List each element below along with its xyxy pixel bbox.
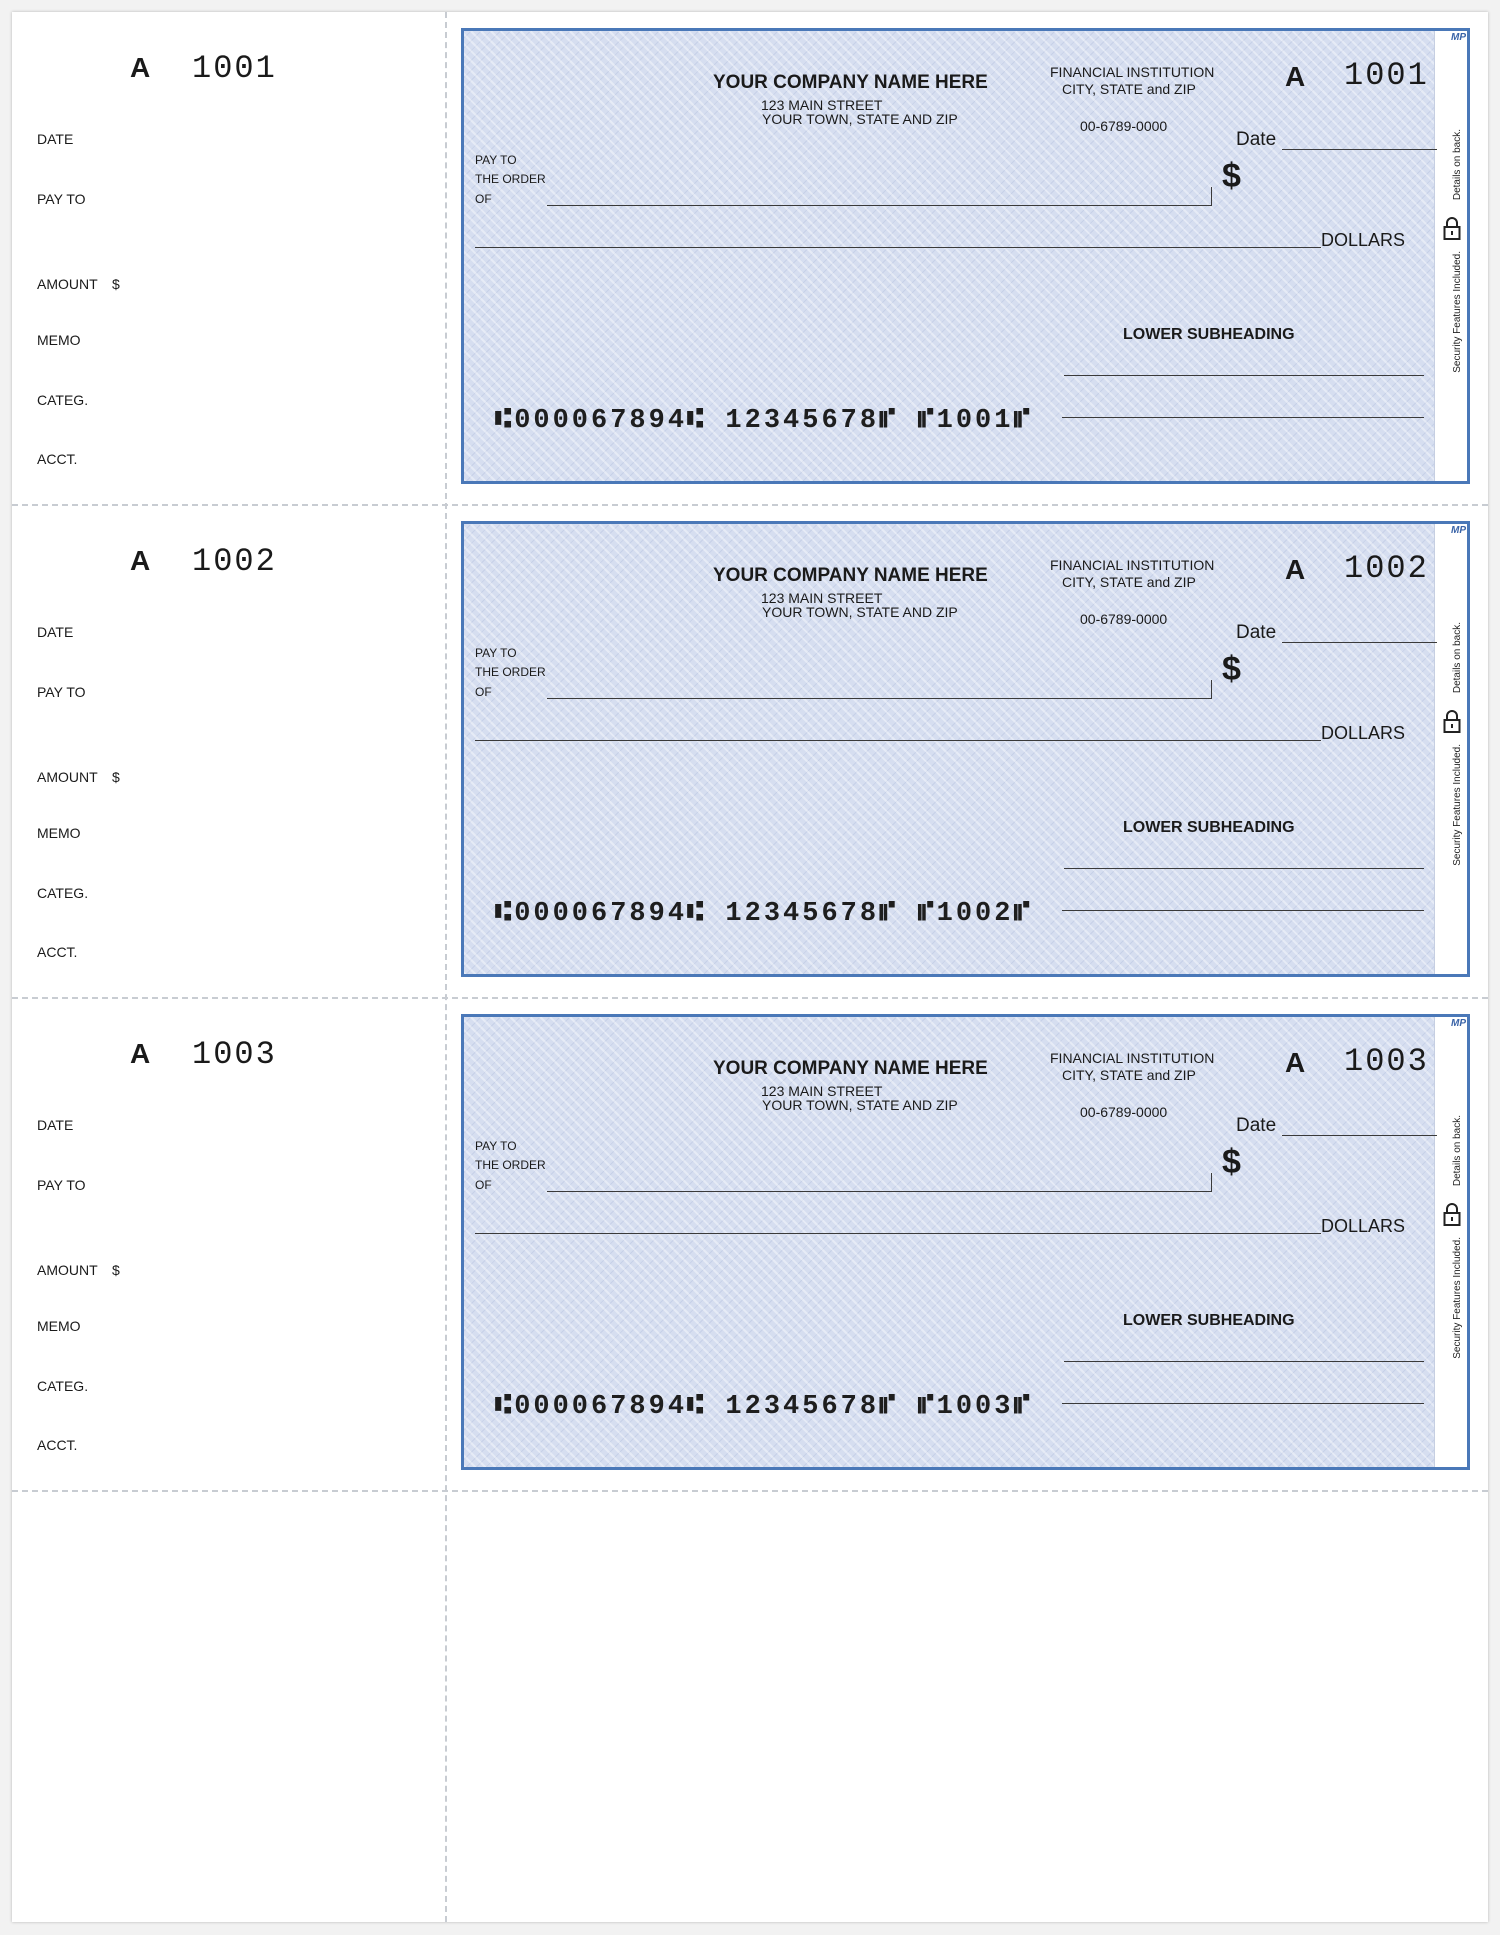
stub-acct-label: ACCT. <box>37 1437 78 1453</box>
payee-line <box>547 698 1212 699</box>
institution-name: FINANCIAL INSTITUTION <box>1050 1050 1215 1066</box>
stub-date-label: DATE <box>37 131 74 147</box>
lock-icon <box>1443 1203 1461 1232</box>
payto-label-1: PAY TO <box>475 1139 517 1153</box>
company-name: YOUR COMPANY NAME HERE <box>713 565 988 586</box>
payto-label-2: THE ORDER <box>475 665 546 679</box>
stub-dollar-sign: $ <box>112 769 120 785</box>
security-band <box>1434 1017 1467 1467</box>
date-label: Date <box>1236 129 1277 150</box>
security-band <box>1434 524 1467 974</box>
lock-icon <box>1443 217 1461 246</box>
lock-icon <box>1443 710 1461 739</box>
company-address: 123 MAIN STREET <box>761 590 883 606</box>
check-set-3 <box>12 998 1488 1491</box>
company-name: YOUR COMPANY NAME HERE <box>713 1058 988 1079</box>
micr-line: ⑆000067894⑆ 12345678⑈ ⑈1001⑈ <box>495 406 1033 436</box>
lower-subheading: LOWER SUBHEADING <box>1123 1312 1295 1329</box>
check-series: A <box>1285 554 1306 585</box>
payto-label-1: PAY TO <box>475 646 517 660</box>
company-town: YOUR TOWN, STATE AND ZIP <box>762 604 958 620</box>
details-note: Details on back. <box>1452 622 1463 694</box>
check <box>461 28 1470 484</box>
check-number: 1003 <box>1344 1043 1429 1080</box>
lower-subheading: LOWER SUBHEADING <box>1123 819 1295 836</box>
company-address: 123 MAIN STREET <box>761 97 883 113</box>
signature-line-2 <box>1062 1403 1424 1404</box>
stub-acct-label: ACCT. <box>37 451 78 467</box>
security-note: Security Features Included. <box>1452 1237 1463 1359</box>
payee-line-end <box>1211 680 1212 698</box>
security-band <box>1434 31 1467 481</box>
company-town: YOUR TOWN, STATE AND ZIP <box>762 111 958 127</box>
signature-line-1 <box>1064 868 1424 869</box>
amount-words-line <box>475 1233 1321 1234</box>
dollar-sign: $ <box>1222 650 1241 688</box>
check-series: A <box>1285 1047 1306 1078</box>
date-label: Date <box>1236 622 1277 643</box>
security-note: Security Features Included. <box>1452 251 1463 373</box>
stub-acct-label: ACCT. <box>37 944 78 960</box>
check-set-2 <box>12 505 1488 998</box>
amount-words-line <box>475 247 1321 248</box>
date-line <box>1282 1135 1437 1136</box>
payto-label-2: THE ORDER <box>475 172 546 186</box>
stub-date-label: DATE <box>37 1117 74 1133</box>
stub-payto-label: PAY TO <box>37 684 86 700</box>
stub-dollar-sign: $ <box>112 1262 120 1278</box>
security-note: Security Features Included. <box>1452 744 1463 866</box>
stub-categ-label: CATEG. <box>37 1378 89 1394</box>
check <box>461 521 1470 977</box>
signature-line-2 <box>1062 417 1424 418</box>
check-number: 1001 <box>1344 57 1429 94</box>
dollars-label: DOLLARS <box>1321 230 1406 250</box>
micr-line: ⑆000067894⑆ 12345678⑈ ⑈1002⑈ <box>495 899 1033 929</box>
date-label: Date <box>1236 1115 1277 1136</box>
routing-fraction: 00-6789-0000 <box>1080 118 1168 134</box>
check-number: 1002 <box>1344 550 1429 587</box>
payto-label-3: OF <box>475 685 492 699</box>
lower-subheading: LOWER SUBHEADING <box>1123 326 1295 343</box>
check-series: A <box>1285 61 1306 92</box>
payto-label-1: PAY TO <box>475 153 517 167</box>
payee-line <box>547 1191 1212 1192</box>
signature-line-1 <box>1064 375 1424 376</box>
date-line <box>1282 642 1437 643</box>
mp-logo-icon: MP <box>1451 32 1466 43</box>
signature-line-1 <box>1064 1361 1424 1362</box>
stub-dollar-sign: $ <box>112 276 120 292</box>
company-address: 123 MAIN STREET <box>761 1083 883 1099</box>
payto-label-3: OF <box>475 192 492 206</box>
stub-memo-label: MEMO <box>37 332 81 348</box>
dollars-label: DOLLARS <box>1321 723 1406 743</box>
institution-name: FINANCIAL INSTITUTION <box>1050 64 1215 80</box>
stub-payto-label: PAY TO <box>37 191 86 207</box>
stub-amount-label: AMOUNT <box>37 276 98 292</box>
amount-words-line <box>475 740 1321 741</box>
stub-date-label: DATE <box>37 624 74 640</box>
routing-fraction: 00-6789-0000 <box>1080 611 1168 627</box>
stub-categ-label: CATEG. <box>37 885 89 901</box>
stub-series: A <box>130 52 151 83</box>
payee-line-end <box>1211 1173 1212 1191</box>
institution-city: CITY, STATE and ZIP <box>1062 574 1196 590</box>
mp-logo-icon: MP <box>1451 525 1466 536</box>
routing-fraction: 00-6789-0000 <box>1080 1104 1168 1120</box>
mp-logo-icon: MP <box>1451 1018 1466 1029</box>
institution-name: FINANCIAL INSTITUTION <box>1050 557 1215 573</box>
stub-check-number: 1001 <box>192 50 277 87</box>
stub-payto-label: PAY TO <box>37 1177 86 1193</box>
stub-series: A <box>130 1038 151 1069</box>
stub-amount-label: AMOUNT <box>37 1262 98 1278</box>
company-name: YOUR COMPANY NAME HERE <box>713 72 988 93</box>
dollar-sign: $ <box>1222 1143 1241 1181</box>
stub-categ-label: CATEG. <box>37 392 89 408</box>
stub-memo-label: MEMO <box>37 825 81 841</box>
check-set-1 <box>12 12 1488 505</box>
details-note: Details on back. <box>1452 1115 1463 1187</box>
date-line <box>1282 149 1437 150</box>
company-town: YOUR TOWN, STATE AND ZIP <box>762 1097 958 1113</box>
stub-amount-label: AMOUNT <box>37 769 98 785</box>
signature-line-2 <box>1062 910 1424 911</box>
stub-memo-label: MEMO <box>37 1318 81 1334</box>
payee-line <box>547 205 1212 206</box>
payto-label-2: THE ORDER <box>475 1158 546 1172</box>
dollars-label: DOLLARS <box>1321 1216 1406 1236</box>
check-sheet <box>12 12 1488 1922</box>
micr-line: ⑆000067894⑆ 12345678⑈ ⑈1003⑈ <box>495 1392 1033 1422</box>
stub-check-number: 1002 <box>192 543 277 580</box>
stub-series: A <box>130 545 151 576</box>
institution-city: CITY, STATE and ZIP <box>1062 81 1196 97</box>
details-note: Details on back. <box>1452 129 1463 201</box>
stub-check-number: 1003 <box>192 1036 277 1073</box>
dollar-sign: $ <box>1222 157 1241 195</box>
check <box>461 1014 1470 1470</box>
institution-city: CITY, STATE and ZIP <box>1062 1067 1196 1083</box>
payto-label-3: OF <box>475 1178 492 1192</box>
payee-line-end <box>1211 187 1212 205</box>
